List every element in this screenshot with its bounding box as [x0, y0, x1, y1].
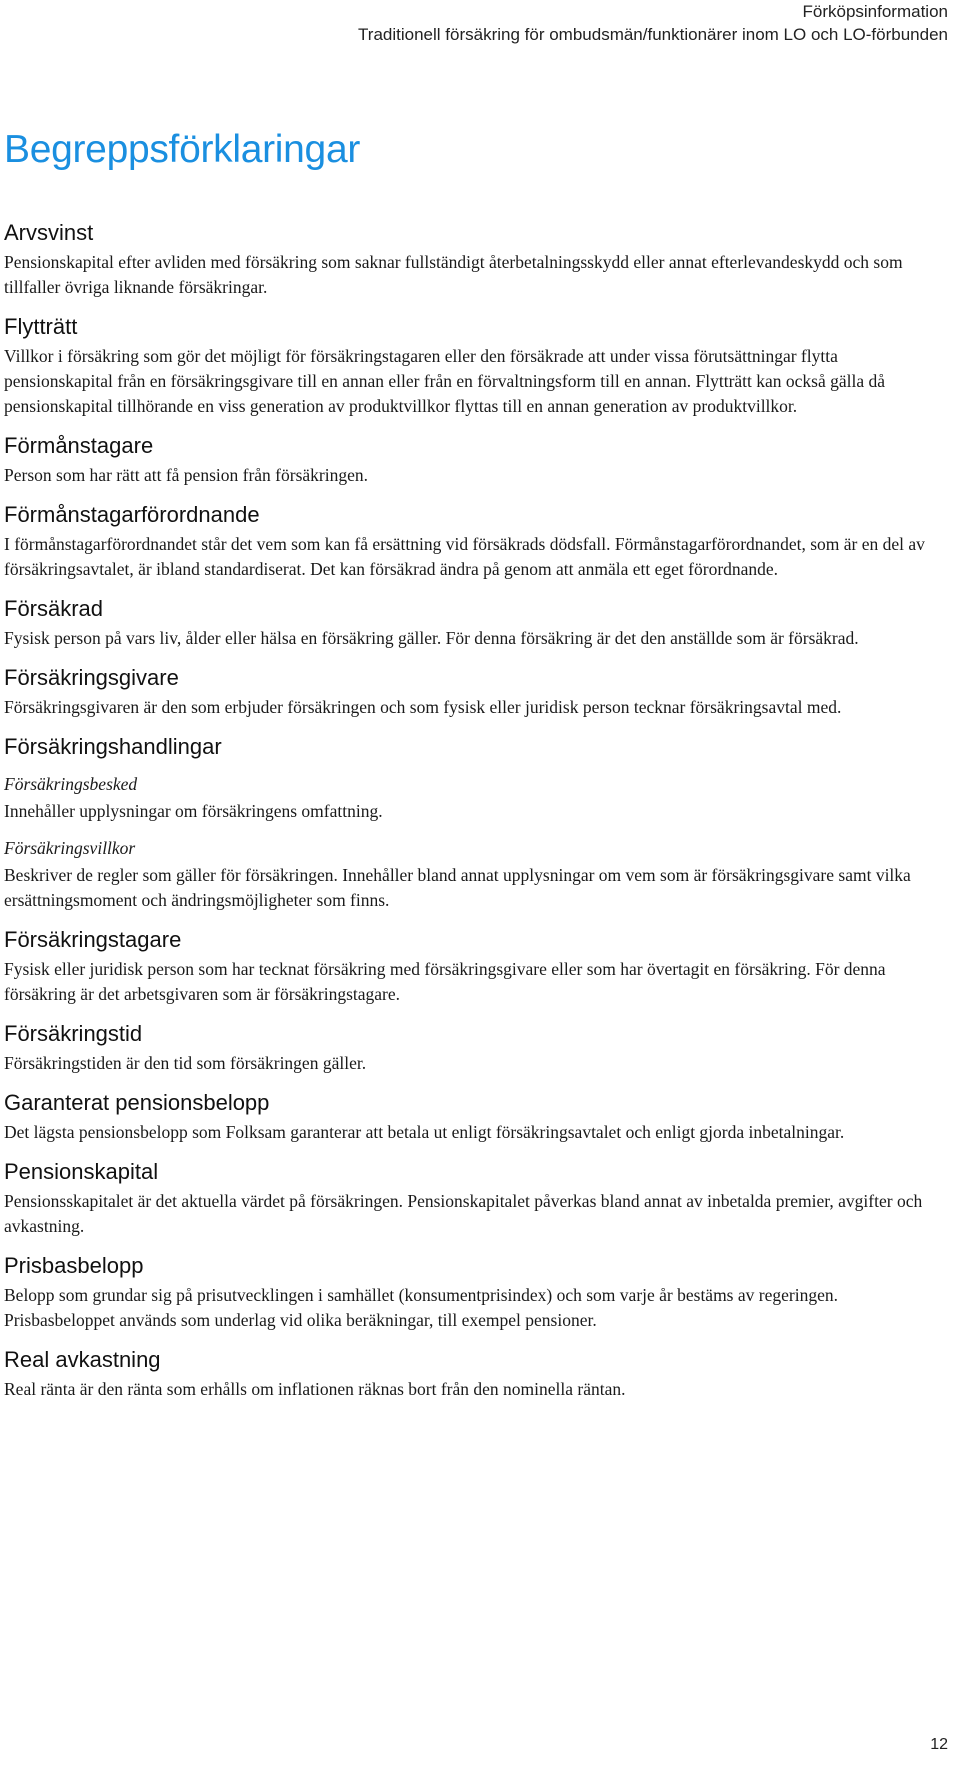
- term-pensionskapital: [4, 1159, 944, 1239]
- term-title: Försäkringstid: [4, 1021, 143, 1046]
- term-formanstagarforordnande: [4, 502, 944, 582]
- term-title: Flytträtt: [4, 314, 78, 339]
- term-forsakringstid: [4, 1021, 944, 1076]
- term-title: Pensionskapital: [4, 1159, 159, 1184]
- term-forsakringsgivare: [4, 665, 944, 720]
- term-forsakrad: [4, 596, 944, 651]
- term-definition: Villkor i försäkring som gör det möjligt för försäkringstagaren eller den försäkrade att under vissa förutsättningar flytta pensionskapital från en försäkringsgivare till en annan eller från en förvaltningsform till en annan. Flytträtt kan också gälla då pensionskapital tillhörande en viss generation av produktvillkor flyttas till en annan generation av produktvillkor.: [4, 346, 886, 416]
- term-title: Förmånstagare: [4, 433, 154, 458]
- page-header: [358, 0, 948, 46]
- term-definition: Pensionskapital efter avliden med försäkring som saknar fullständigt återbetalningsskydd eller annat efterlevandeskydd och som tillfaller övriga liknande försäkringar.: [4, 252, 903, 297]
- subterm-definition: Beskriver de regler som gäller för försäkringen. Innehåller bland annat upplysningar om vem som är försäkringsgivare samt vilka ersättningsmoment och ändringsmöjligheter som finns.: [4, 865, 911, 910]
- term-title: Arvsvinst: [4, 220, 94, 245]
- term-definition: Real ränta är den ränta som erhålls om inflationen räknas bort från den nominella räntan.: [4, 1379, 626, 1399]
- term-title: Prisbasbelopp: [4, 1253, 144, 1278]
- subterm-definition: Innehåller upplysningar om försäkringens omfattning.: [4, 801, 383, 821]
- term-definition: Person som har rätt att få pension från försäkringen.: [4, 465, 368, 485]
- term-title: Real avkastning: [4, 1347, 161, 1372]
- header-doc-subtitle: Traditionell försäkring för ombudsmän/funktionärer inom LO och LO-förbunden: [358, 25, 948, 44]
- term-title: Försäkringshandlingar: [4, 734, 222, 759]
- term-definition: Försäkringstiden är den tid som försäkringen gäller.: [4, 1053, 367, 1073]
- term-flyttratt: [4, 314, 944, 419]
- term-title: Förmånstagarförordnande: [4, 502, 260, 527]
- page-title: Begreppsförklaringar: [4, 128, 361, 171]
- subterm-forsakringsvillkor: [4, 836, 944, 913]
- term-prisbasbelopp: [4, 1253, 944, 1333]
- subterm-title: Försäkringsvillkor: [4, 838, 136, 858]
- term-garanterat-pensionsbelopp: [4, 1090, 944, 1145]
- term-definition: I förmånstagarförordnandet står det vem som kan få ersättning vid försäkrads dödsfall. Förmånstagarförordnandet, som är en del av försäkringsavtalet, är ibland standardiserat. Det kan försäkrad ändra på genom att anmäla ett eget förordnande.: [4, 534, 925, 579]
- term-formanstagare: [4, 433, 944, 488]
- term-definition: Det lägsta pensionsbelopp som Folksam garanterar att betala ut enligt försäkringsavtalet och enligt gjorda inbetalningar.: [4, 1122, 845, 1142]
- term-forsakringstagare: [4, 927, 944, 1007]
- term-forsakringshandlingar: [4, 734, 944, 913]
- term-arvsvinst: [4, 220, 944, 300]
- term-title: Försäkringstagare: [4, 927, 182, 952]
- term-title: Garanterat pensionsbelopp: [4, 1090, 270, 1115]
- subterm-forsakringsbesked: [4, 772, 944, 824]
- term-definition: Försäkringsgivaren är den som erbjuder försäkringen och som fysisk eller juridisk person tecknar försäkringsavtal med.: [4, 697, 842, 717]
- glossary: [4, 220, 944, 1416]
- term-definition: Fysisk person på vars liv, ålder eller hälsa en försäkring gäller. För denna försäkring är det den anställde som är försäkrad.: [4, 628, 859, 648]
- term-definition: Belopp som grundar sig på prisutvecklingen i samhället (konsumentprisindex) och som varje år bestäms av regeringen. Prisbasbeloppet används som underlag vid olika beräkningar, till exempel pensioner.: [4, 1285, 838, 1330]
- term-real-avkastning: [4, 1347, 944, 1402]
- header-doc-type: Förköpsinformation: [802, 2, 948, 21]
- term-definition: Pensionsskapitalet är det aktuella värdet på försäkringen. Pensionskapitalet påverkas bland annat av inbetalda premier, avgifter och avkastning.: [4, 1191, 923, 1236]
- subterm-title: Försäkringsbesked: [4, 774, 138, 794]
- term-title: Försäkringsgivare: [4, 665, 179, 690]
- term-definition: Fysisk eller juridisk person som har tecknat försäkring med försäkringsgivare eller som har övertagit en försäkring. För denna försäkring är det arbetsgivaren som är försäkringstagare.: [4, 959, 886, 1004]
- page-number: 12: [930, 1736, 948, 1753]
- term-title: Försäkrad: [4, 596, 104, 621]
